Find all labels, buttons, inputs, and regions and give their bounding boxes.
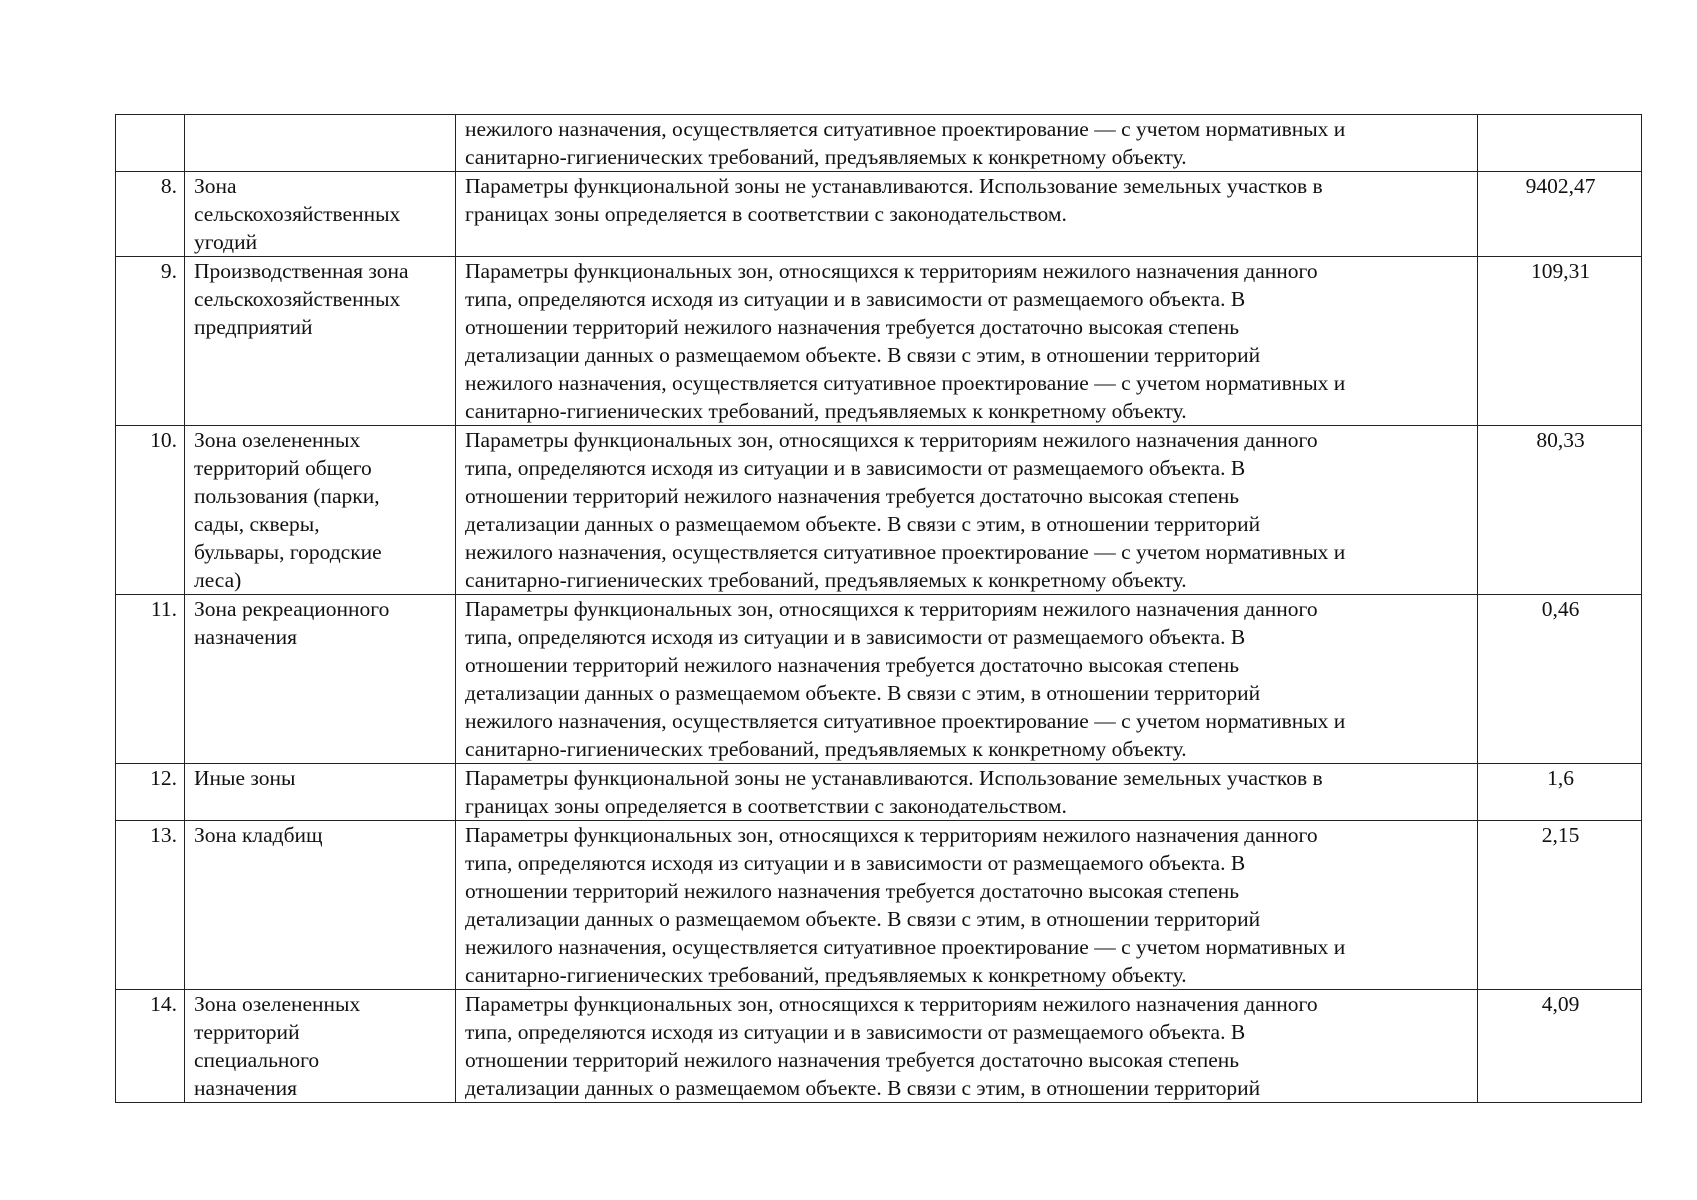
- zone-name-line: территорий общего: [194, 456, 372, 480]
- zone-name-line: специального: [194, 1048, 320, 1072]
- zone-parameters-line: Параметры функциональных зон, относящихся к территориям нежилого назначения данного: [465, 992, 1318, 1016]
- zone-parameters-line: санитарно-гигиенических требований, предъявляемых к конкретному объекту.: [465, 568, 1187, 592]
- zone-name-cell: [185, 595, 456, 764]
- zone-name-line: Зона озелененных: [194, 992, 361, 1016]
- zone-parameters-line: нежилого назначения, осуществляется ситуативное проектирование — с учетом нормативных и: [465, 540, 1346, 564]
- zone-parameters-line: санитарно-гигиенических требований, предъявляемых к конкретному объекту.: [465, 737, 1187, 761]
- zone-parameters-line: границах зоны определяется в соответствии с законодательством.: [465, 794, 1067, 818]
- zone-parameters-line: типа, определяются исходя из ситуации и в зависимости от размещаемого объекта. В: [465, 851, 1246, 875]
- zone-parameters-cell: [456, 764, 1478, 821]
- zone-parameters-line: Параметры функциональных зон, относящихся к территориям нежилого назначения данного: [465, 259, 1318, 283]
- zone-area-value: [1478, 115, 1642, 172]
- zone-area-value: 9402,47: [1478, 172, 1642, 257]
- zone-name-cell: [185, 115, 456, 172]
- row-number: 13.: [116, 821, 185, 990]
- table-row: [116, 115, 1642, 172]
- table-row: [116, 172, 1642, 257]
- zone-parameters-cell: [456, 990, 1478, 1103]
- zone-name-line: Производственная зона: [194, 259, 409, 283]
- zone-parameters-cell: [456, 426, 1478, 595]
- row-number: 9.: [116, 257, 185, 426]
- zone-parameters-line: санитарно-гигиенических требований, предъявляемых к конкретному объекту.: [465, 399, 1187, 423]
- zone-name-cell: [185, 426, 456, 595]
- zone-parameters-line: детализации данных о размещаемом объекте. В связи с этим, в отношении территорий: [465, 1076, 1261, 1100]
- zone-parameters-line: детализации данных о размещаемом объекте. В связи с этим, в отношении территорий: [465, 512, 1261, 536]
- zone-parameters-cell: [456, 257, 1478, 426]
- zone-area-value: 80,33: [1478, 426, 1642, 595]
- zone-name-line: предприятий: [194, 315, 313, 339]
- table-row: [116, 764, 1642, 821]
- zone-name-line: Зона: [194, 174, 237, 198]
- zone-parameters-cell: [456, 821, 1478, 990]
- zone-name-cell: [185, 990, 456, 1103]
- zone-name-line: сельскохозяйственных: [194, 287, 401, 311]
- row-number: 14.: [116, 990, 185, 1103]
- row-number: 11.: [116, 595, 185, 764]
- zone-name-line: угодий: [194, 230, 258, 254]
- row-number: 10.: [116, 426, 185, 595]
- zone-name-line: Зона рекреационного: [194, 597, 390, 621]
- zone-name-cell: [185, 172, 456, 257]
- table-row: [116, 257, 1642, 426]
- zone-name-line: леса): [194, 568, 242, 592]
- row-number: [116, 115, 185, 172]
- zones-table-body: [116, 115, 1642, 1103]
- zone-name-cell: [185, 257, 456, 426]
- zone-name-line: сады, скверы,: [194, 512, 320, 536]
- zone-parameters-line: типа, определяются исходя из ситуации и в зависимости от размещаемого объекта. В: [465, 287, 1246, 311]
- zones-table: [115, 114, 1642, 1103]
- zone-parameters-line: Параметры функциональной зоны не устанавливаются. Использование земельных участков в: [465, 174, 1323, 198]
- zone-parameters-line: детализации данных о размещаемом объекте. В связи с этим, в отношении территорий: [465, 907, 1261, 931]
- zone-name-line: Иные зоны: [194, 766, 296, 790]
- row-number: 8.: [116, 172, 185, 257]
- zone-area-value: 2,15: [1478, 821, 1642, 990]
- zone-name-line: Зона кладбищ: [194, 823, 323, 847]
- zone-parameters-line: санитарно-гигиенических требований, предъявляемых к конкретному объекту.: [465, 963, 1187, 987]
- zone-parameters-line: Параметры функциональной зоны не устанавливаются. Использование земельных участков в: [465, 766, 1323, 790]
- zone-parameters-line: отношении территорий нежилого назначения требуется достаточно высокая степень: [465, 879, 1240, 903]
- zone-parameters-line: типа, определяются исходя из ситуации и в зависимости от размещаемого объекта. В: [465, 1020, 1246, 1044]
- zone-parameters-line: нежилого назначения, осуществляется ситуативное проектирование — с учетом нормативных и: [465, 709, 1346, 733]
- zone-parameters-line: детализации данных о размещаемом объекте. В связи с этим, в отношении территорий: [465, 681, 1261, 705]
- zone-name-line: назначения: [194, 625, 297, 649]
- zone-name-line: Зона озелененных: [194, 428, 361, 452]
- zone-parameters-line: нежилого назначения, осуществляется ситуативное проектирование — с учетом нормативных и: [465, 935, 1346, 959]
- zone-area-value: 109,31: [1478, 257, 1642, 426]
- zone-area-value: 0,46: [1478, 595, 1642, 764]
- zone-name-line: бульвары, городские: [194, 540, 382, 564]
- zone-parameters-line: границах зоны определяется в соответствии с законодательством.: [465, 202, 1067, 226]
- zone-area-value: 1,6: [1478, 764, 1642, 821]
- zone-parameters-cell: [456, 595, 1478, 764]
- table-row: [116, 821, 1642, 990]
- zone-area-value: 4,09: [1478, 990, 1642, 1103]
- table-row: [116, 426, 1642, 595]
- zone-parameters-line: детализации данных о размещаемом объекте. В связи с этим, в отношении территорий: [465, 343, 1261, 367]
- zone-name-line: назначения: [194, 1076, 297, 1100]
- zone-parameters-line: Параметры функциональных зон, относящихся к территориям нежилого назначения данного: [465, 597, 1318, 621]
- zone-name-line: территорий: [194, 1020, 300, 1044]
- table-row: [116, 595, 1642, 764]
- row-number: 12.: [116, 764, 185, 821]
- zone-parameters-cell: [456, 172, 1478, 257]
- zone-parameters-line: санитарно-гигиенических требований, предъявляемых к конкретному объекту.: [465, 145, 1187, 169]
- zone-parameters-line: нежилого назначения, осуществляется ситуативное проектирование — с учетом нормативных и: [465, 371, 1346, 395]
- zone-parameters-line: отношении территорий нежилого назначения требуется достаточно высокая степень: [465, 315, 1240, 339]
- zone-name-cell: [185, 821, 456, 990]
- zone-name-cell: [185, 764, 456, 821]
- zone-parameters-line: отношении территорий нежилого назначения требуется достаточно высокая степень: [465, 1048, 1240, 1072]
- zone-parameters-line: нежилого назначения, осуществляется ситуативное проектирование — с учетом нормативных и: [465, 117, 1346, 141]
- zone-name-line: пользования (парки,: [194, 484, 380, 508]
- zone-parameters-cell: [456, 115, 1478, 172]
- zone-parameters-line: отношении территорий нежилого назначения требуется достаточно высокая степень: [465, 653, 1240, 677]
- zone-parameters-line: типа, определяются исходя из ситуации и в зависимости от размещаемого объекта. В: [465, 625, 1246, 649]
- table-row: [116, 990, 1642, 1103]
- zone-parameters-line: Параметры функциональных зон, относящихся к территориям нежилого назначения данного: [465, 428, 1318, 452]
- zone-parameters-line: типа, определяются исходя из ситуации и в зависимости от размещаемого объекта. В: [465, 456, 1246, 480]
- zone-parameters-line: отношении территорий нежилого назначения требуется достаточно высокая степень: [465, 484, 1240, 508]
- zone-parameters-line: Параметры функциональных зон, относящихся к территориям нежилого назначения данного: [465, 823, 1318, 847]
- zone-name-line: сельскохозяйственных: [194, 202, 401, 226]
